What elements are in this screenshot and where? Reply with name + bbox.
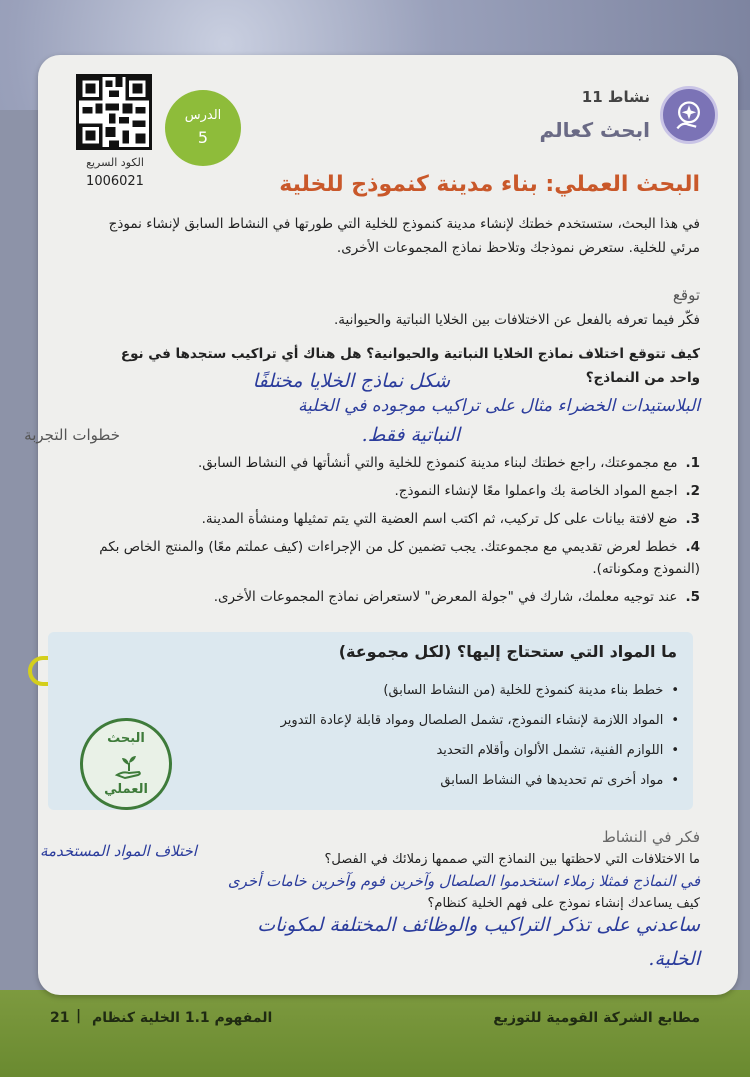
- activity-name: ابحث كعالم: [539, 118, 650, 142]
- steps-heading: خطوات التجربة: [24, 426, 120, 444]
- badge-top-text: البحث: [107, 731, 145, 746]
- materials-item: • اللوازم الفنية، تشمل الألوان وأقلام التحديد: [281, 736, 679, 766]
- steps-list: [80, 452, 700, 614]
- activity-number: نشاط 11: [581, 88, 650, 106]
- footer-separator: |: [76, 1008, 82, 1024]
- qr-code-image[interactable]: [76, 74, 152, 150]
- intro-paragraph: في هذا البحث، ستستخدم خطتك لإنشاء مدينة كنموذج للخلية التي طورتها في النشاط السابق لإنشاء نموذج مرئي للخلية. ستعرض نموذجك وتلاحظ نماذج المجموعات الأخرى.: [108, 216, 700, 256]
- handwritten-answer-line-3: النباتية فقط.: [361, 424, 460, 446]
- handwritten-answer-q2-b: الخلية.: [648, 948, 700, 970]
- footer-page-number: 21: [50, 1010, 70, 1026]
- lightbulb-hand-icon: [660, 86, 718, 144]
- step-item: 4.خطط لعرض تقديمي مع مجموعتك. يجب تضمين كل من الإجراءات (كيف عملتم معًا) والمنتج الخاص بكم (النموذج ومكوناته).: [99, 539, 700, 577]
- handwritten-answer-line-1: شكل نماذج الخلايا مختلفًا: [252, 370, 450, 392]
- lesson-label: الدرس: [184, 108, 222, 123]
- qr-label: الكود السريع: [86, 156, 144, 169]
- lesson-badge: [165, 90, 241, 166]
- footer-band: [0, 990, 750, 1077]
- step-item: 5.عند توجيه معلمك، شارك في "جولة المعرض" لاستعراض نماذج المجموعات الأخرى.: [213, 589, 700, 605]
- materials-item: • خطط بناء مدينة كنموذج للخلية (من النشاط السابق): [281, 676, 679, 706]
- step-item: 2.اجمع المواد الخاصة بك واعملوا معًا لإنشاء النموذج.: [394, 483, 700, 499]
- think-question-1: ما الاختلافات التي لاحظتها بين النماذج التي صممها زملائك في الفصل؟: [324, 852, 700, 867]
- predict-heading: توقع: [672, 286, 700, 304]
- materials-item: • مواد أخرى تم تحديدها في النشاط السابق: [281, 766, 679, 796]
- materials-heading: ما المواد التي ستحتاج إليها؟ (لكل مجموعة): [338, 642, 677, 661]
- step-item: 1.مع مجموعتك، راجع خطتك لبناء مدينة كنموذج للخلية والتي أنشأتها في النشاط السابق.: [198, 455, 700, 471]
- badge-bottom-text: العملي: [104, 782, 148, 797]
- qr-code-number: 1006021: [86, 174, 144, 189]
- handwritten-answer-q1-b: في النماذج فمثلا زملاء استخدموا الصلصال وآخرين فوم وآخرين خامات أخرى: [227, 872, 700, 890]
- practical-research-badge: [80, 718, 172, 810]
- page-title: البحث العملي: بناء مدينة كنموذج للخلية: [279, 172, 700, 197]
- footer-printer: مطابع الشركة القومية للتوزيع: [493, 1010, 700, 1026]
- footer-concept: المفهوم 1.1 الخلية كنظام: [92, 1010, 273, 1026]
- plant-hand-icon: [113, 751, 145, 783]
- lesson-number: 5: [197, 127, 209, 147]
- think-heading: فكر في النشاط: [601, 828, 700, 846]
- materials-list: [281, 676, 679, 796]
- predict-text: فكّر فيما تعرفه بالفعل عن الاختلافات بين الخلايا النباتية والحيوانية.: [334, 312, 700, 328]
- predict-question: كيف تتوقع اختلاف نماذج الخلايا النباتية والحيوانية؟ هل هناك أي تراكيب ستجدها في نوع واحد من النماذج؟: [120, 346, 700, 386]
- handwritten-answer-line-2: البلاستيدات الخضراء مثال على تراكيب موجوده في الخلية: [297, 396, 700, 416]
- step-item: 3.ضع لافتة بيانات على كل تركيب، ثم اكتب اسم العضية التي يتم تمثيلها ومنشأة المدينة.: [201, 511, 700, 527]
- materials-item: • المواد اللازمة لإنشاء النموذج، تشمل الصلصال ومواد قابلة لإعادة التدوير: [281, 706, 679, 736]
- handwritten-answer-q2-a: ساعدني على تذكر التراكيب والوظائف المختلفة لمكونات: [257, 914, 700, 936]
- think-question-2: كيف يساعدك إنشاء نموذج على فهم الخلية كنظام؟: [427, 896, 700, 911]
- handwritten-answer-q1-a: اختلاف المواد المستخدمة: [40, 842, 197, 860]
